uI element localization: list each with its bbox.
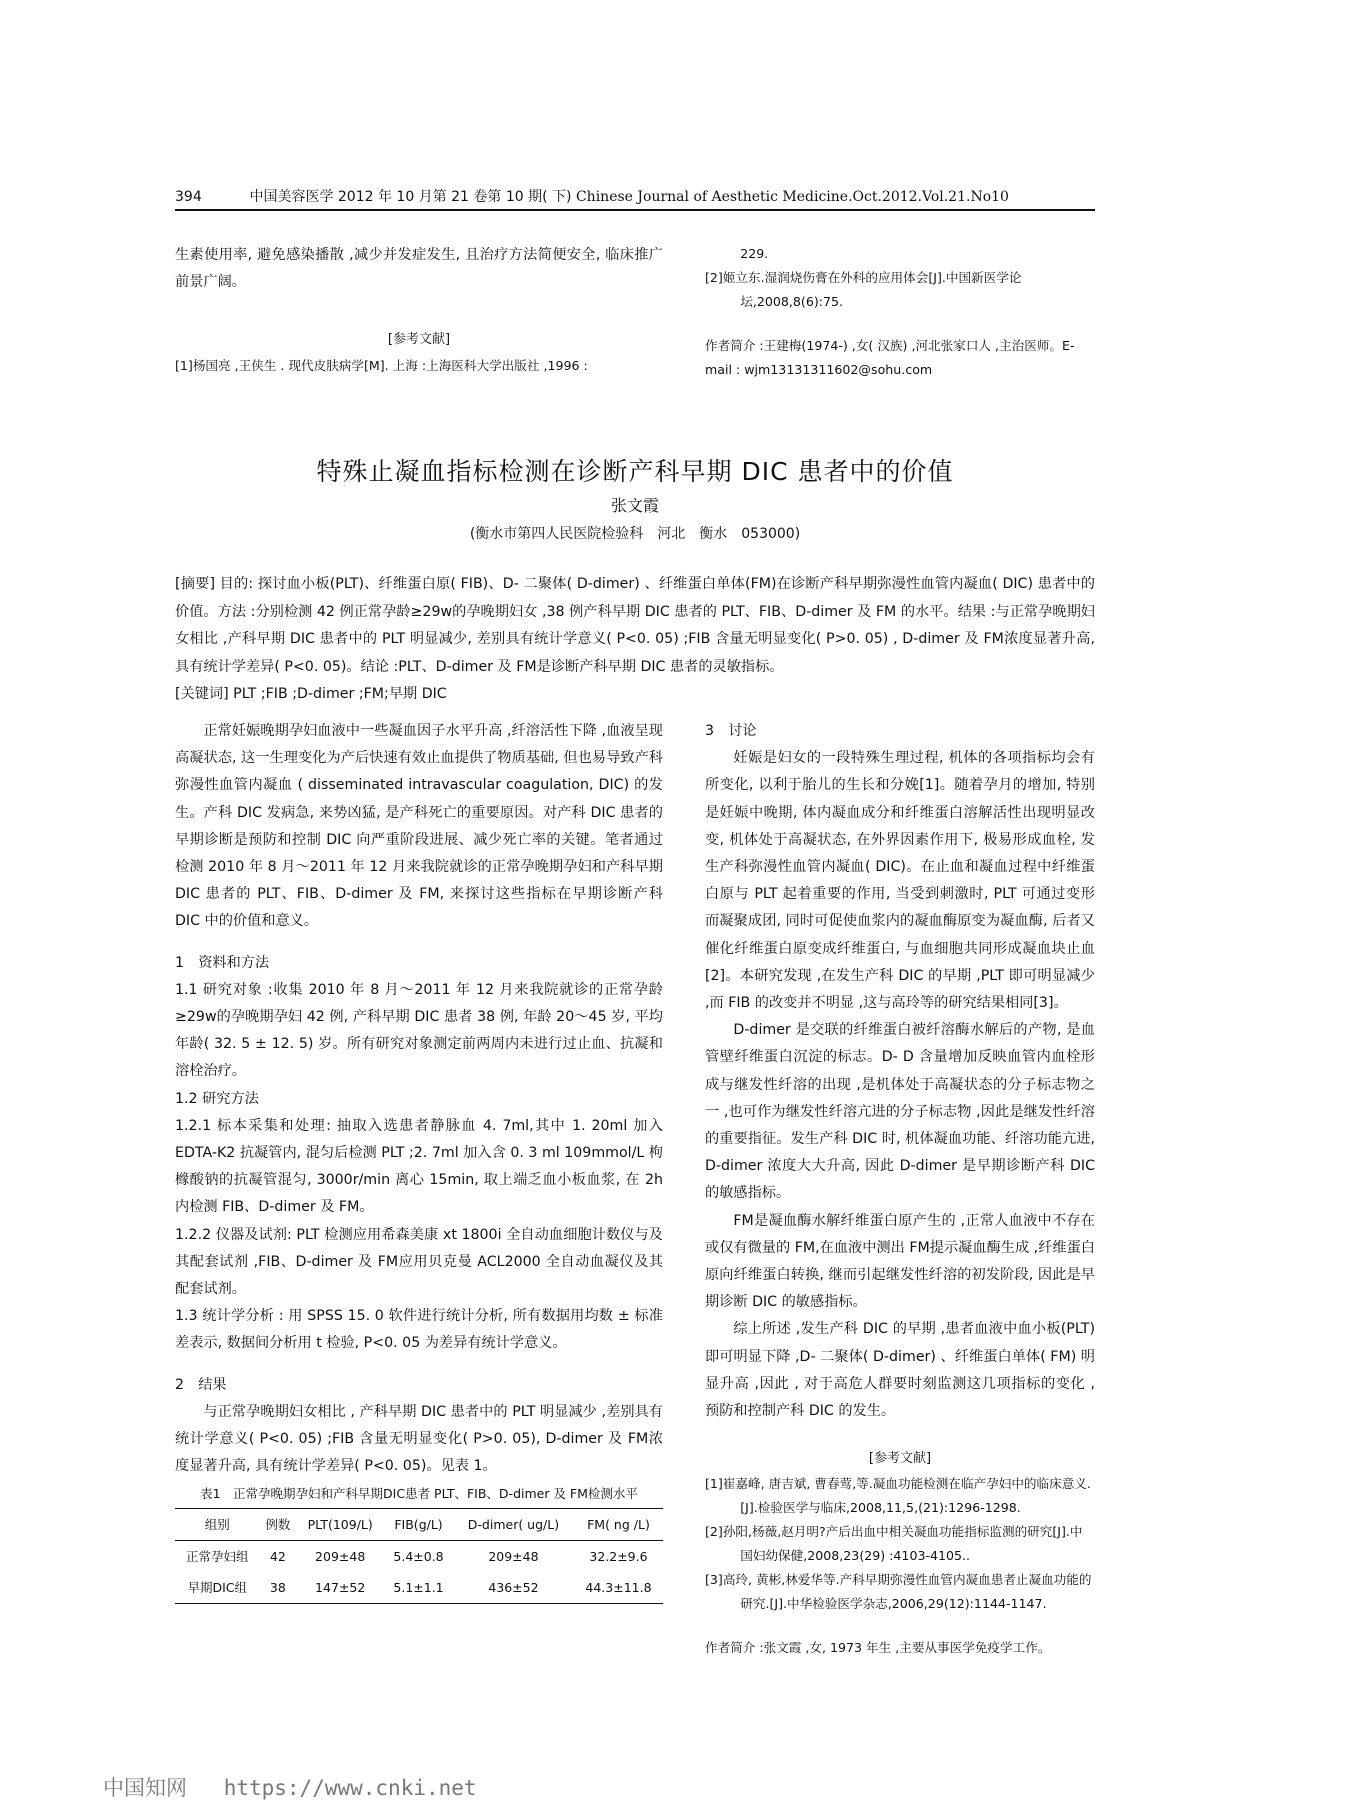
article-affiliation: (衡水市第四人民医院检验科 河北 衡水 053000) bbox=[469, 526, 801, 542]
table-header-cell: 例数 bbox=[265, 1516, 291, 1532]
table-1-caption: 表1 正常孕晚期孕妇和产科早期DIC患者 PLT、FIB、D-dimer 及 FM检测水平 bbox=[200, 1486, 638, 1502]
discussion-paragraph-4: 综上所述 ,发生产科 DIC 的早期 ,患者血液中血小板(PLT) 即可明显下降 ,D- 二聚体( D-dimer) 、纤维蛋白单体( FM) 明显升高 ,因此 , 对于高危人群要时刻监测这几项指标的变化 , 预防和控制产科 DIC 的发生。 bbox=[705, 1321, 1095, 1420]
cnki-watermark bbox=[103, 1772, 477, 1802]
table-header-cell: FIB(g/L) bbox=[394, 1516, 443, 1532]
discussion-paragraph-3: FM是凝血酶水解纤维蛋白原产生的 ,正常人血液中不存在或仅有微量的 FM,在血液中测出 FM提示凝血酶生成 ,纤维蛋白原向纤维蛋白转换, 继而引起继发性纤溶的初发阶段, 因此是早期诊断 DIC 的敏感指标。 bbox=[705, 1212, 1095, 1311]
table-cell: 5.4±0.8 bbox=[393, 1548, 444, 1564]
table-cell: 209±48 bbox=[488, 1548, 539, 1564]
table-cell: 436±52 bbox=[488, 1580, 539, 1596]
section-1-2-2: 1.2.2 仪器及试剂: PLT 检测应用希森美康 xt 1800i 全自动血细胞计数仪与及其配套试剂 ,FIB、D-dimer 及 FM应用贝克曼 ACL2000 全自动血凝仪及其配套试剂。 bbox=[175, 1226, 663, 1298]
author-note: 作者简介 :张文霞 ,女, 1973 年生 ,主要从事医学免疫学工作。 bbox=[705, 1640, 1051, 1656]
refs-heading: [参考文献] bbox=[868, 1451, 932, 1467]
table-cell: 38 bbox=[269, 1580, 286, 1596]
table-cell: 44.3±11.8 bbox=[585, 1580, 652, 1596]
prev-refs-heading: [参考文献] bbox=[387, 332, 451, 348]
journal-name-cn: 中国美容医学 2012 年 10 月第 21 卷第 10 期( 下) bbox=[249, 189, 572, 205]
table-row bbox=[175, 1572, 663, 1604]
table-header-cell: PLT(109/L) bbox=[307, 1516, 373, 1532]
table-cell: 42 bbox=[269, 1548, 286, 1564]
reference-item: [1]崔嘉峰, 唐吉斌, 曹春莺,等.凝血功能检测在临产孕妇中的临床意义.[J].检验医学与临床,2008,11,5,(21):1296-1298. bbox=[705, 1476, 1091, 1516]
abstract-text: [摘要] 目的: 探讨血小板(PLT)、纤维蛋白原( FIB)、D- 二聚体( D-dimer) 、纤维蛋白单体(FM)在诊断产科早期弥漫性血管内凝血( DIC) 患者中的价值。方法 :分别检测 42 例正常孕龄≥29w的孕晚期妇女 ,38 例产科早期 DIC 患者的 PLT、FIB、D-dimer 及 FM 的水平。结果 :与正常孕晚期妇女相比 ,产科早期 DIC 患者中的 PLT 明显减少, 差别具有统计学意义( P<0. 05) ;FIB 含量无明显变化( P>0. 05) , D-dimer 及 FM浓度显著升高, 具有统计学差异( P<0. 05)。结论 :PLT、D-dimer 及 FM是诊断产科早期 DIC 患者的灵敏指标。 bbox=[175, 576, 1095, 675]
prev-ref-1: [1]杨国亮 ,王侠生 . 现代皮肤病学[M]. 上海 :上海医科大学出版社 ,1996 : bbox=[175, 357, 588, 373]
article-title: 特殊止凝血指标检测在诊断产科早期 DIC 患者中的价值 bbox=[316, 457, 954, 486]
prev-article-text: 生素使用率, 避免感染播散 ,减少并发症发生, 且治疗方法简便安全, 临床推广前景广阔。 bbox=[175, 247, 663, 291]
discussion-paragraph-1: 妊娠是妇女的一段特殊生理过程, 机体的各项指标均会有所变化, 以利于胎儿的生长和分娩[1]。随着孕月的增加, 特别是妊娠中晚期, 体内凝血成分和纤维蛋白溶解活性出现明显改变, 机体处于高凝状态, 在外界因素作用下, 极易形成血栓, 发生产科弥漫性血管内凝血( DIC)。在止血和凝血过程中纤维蛋白原与 PLT 起着重要的作用, 当受到刺激时, PLT 可通过变形而凝聚成团, 同时可促使血浆内的凝血酶原变为凝血酶, 后者又催化纤维蛋白原变成纤维蛋白, 与血细胞共同形成凝血块止血[2]。本研究发现 ,在发生产科 DIC 的早期 ,PLT 即可明显减少 ,而 FIB 的改变并不明显 ,这与高玲等的研究结果相同[3]。 bbox=[705, 750, 1095, 1012]
section-2-text: 与正常孕晚期妇女相比 , 产科早期 DIC 患者中的 PLT 明显减少 ,差别具有统计学意义( P<0. 05) ;FIB 含量无明显变化( P>0. 05), D-dimer 及 FM浓度显著升高, 具有统计学差异( P<0. 05)。见表 1。 bbox=[175, 1403, 663, 1475]
prev-article-right bbox=[705, 242, 1095, 382]
intro-paragraph: 正常妊娠晚期孕妇血液中一些凝血因子水平升高 ,纤溶活性下降 ,血液呈现高凝状态, 这一生理变化为产后快速有效止血提供了物质基础, 但也易导致产科弥漫性血管内凝血 ( disseminated intravascular coagulation, DIC) 的发生。产科 DIC 发病急, 来势凶猛, 是产科死亡的重要原因。对产科 DIC 患者的早期诊断是预防和控制 DIC 向严重阶段进展、减少死亡率的关键。笔者通过检测 2010 年 8 月～2011 年 12 月来我院就诊的正常孕晚期孕妇和产科早期 DIC 患者的 PLT、FIB、D-dimer 及 FM, 来探讨这些指标在早期诊断产科 DIC 中的价值和意义。 bbox=[175, 723, 663, 930]
prev-ref-2: [2]姬立东.湿润烧伤膏在外科的应用体会[J].中国新医学论坛,2008,8(6):75. bbox=[705, 270, 1022, 309]
table-cell: 32.2±9.6 bbox=[589, 1548, 648, 1564]
section-1-1: 1.1 研究对象 :收集 2010 年 8 月～2011 年 12 月来我院就诊的正常孕龄≥29w的孕晚期孕妇 42 例, 产科早期 DIC 患者 38 例, 年龄 20～45 岁, 平均年龄( 32. 5 ± 12. 5) 岁。所有研究对象测定前两周内未进行过止血、抗凝和溶栓治疗。 bbox=[175, 981, 663, 1080]
journal-name-en: Chinese Journal of Aesthetic Medicine.Oct.2012.Vol.21.No10 bbox=[575, 189, 1009, 205]
table-header-cell: D-dimer( ug/L) bbox=[467, 1516, 560, 1532]
table-cell: 正常孕妇组 bbox=[185, 1548, 249, 1564]
table-row bbox=[175, 1540, 663, 1572]
article-author: 张文霞 bbox=[610, 496, 659, 515]
cnki-url[interactable]: https://www.cnki.net bbox=[223, 1776, 477, 1800]
section-3-heading: 3 讨论 bbox=[705, 723, 757, 739]
table-header-cell: 组别 bbox=[204, 1516, 230, 1532]
table-1 bbox=[175, 1508, 663, 1605]
page-number: 394 bbox=[175, 189, 202, 205]
section-1-2-1: 1.2.1 标本采集和处理: 抽取入选患者静脉血 4. 7ml,其中 1. 20ml 加入 EDTA-K2 抗凝管内, 混匀后检测 PLT ;2. 7ml 加入含 0. 3 ml 109mmol/L 枸橼酸钠的抗凝管混匀, 3000r/min 离心 15min, 取上端乏血小板血浆, 在 2h 内检测 FIB、D-dimer 及 FM。 bbox=[175, 1117, 663, 1216]
prev-ref-1-cont: 229. bbox=[740, 246, 769, 261]
discussion-paragraph-2: D-dimer 是交联的纤维蛋白被纤溶酶水解后的产物, 是血管壁纤维蛋白沉淀的标志。D- D 含量增加反映血管内血栓形成与继发性纤溶的出现 ,是机体处于高凝状态的分子标志物之一 ,也可作为继发性纤溶亢进的分子标志物 ,因此是继发性纤溶的重要指征。发生产科 DIC 时, 机体凝血功能、纤溶功能亢进, D-dimer 浓度大大升高, 因此 D-dimer 是早期诊断产科 DIC 的敏感指标。 bbox=[705, 1022, 1095, 1202]
table-header-cell: FM( ng /L) bbox=[587, 1516, 650, 1532]
section-2-heading: 2 结果 bbox=[175, 1376, 227, 1393]
table-cell: 5.1±1.1 bbox=[393, 1580, 444, 1596]
prev-author-note: 作者简介 :王建梅(1974-) ,女( 汉族) ,河北张家口人 ,主治医师。E-mail : wjm13131311602@sohu.com bbox=[705, 338, 1075, 377]
header-rule bbox=[175, 209, 1095, 211]
table-header-row bbox=[175, 1508, 663, 1540]
reference-item: [2]孙阳,杨薇,赵月明?产后出血中相关凝血功能指标监测的研究[J].中国妇幼保健,2008,23(29) :4103-4105.. bbox=[705, 1524, 1083, 1564]
table-cell: 147±52 bbox=[315, 1580, 366, 1596]
abstract-block bbox=[175, 571, 1095, 709]
section-1-heading: 1 资料和方法 bbox=[175, 954, 270, 971]
cnki-logo-text: 中国知网 bbox=[103, 1776, 187, 1800]
keywords-text: [关键词] PLT ;FIB ;D-dimer ;FM;早期 DIC bbox=[175, 686, 447, 702]
section-1-3: 1.3 统计学分析 : 用 SPSS 15. 0 软件进行统计分析, 所有数据用均数 ± 标准差表示, 数据间分析用 t 检验, P<0. 05 为差异有统计学意义。 bbox=[175, 1308, 663, 1352]
running-header bbox=[175, 186, 1095, 206]
body-left-column bbox=[175, 718, 663, 1604]
table-cell: 209±48 bbox=[315, 1548, 366, 1564]
reference-item: [3]高玲, 黄彬,林爱华等.产科早期弥漫性血管内凝血患者止凝血功能的研究.[J].中华检验医学杂志,2006,29(12):1144-1147. bbox=[705, 1572, 1092, 1612]
table-cell: 早期DIC组 bbox=[187, 1580, 247, 1596]
section-1-2-heading: 1.2 研究方法 bbox=[175, 1090, 259, 1107]
prev-article-left bbox=[175, 242, 663, 378]
body-right-column bbox=[705, 718, 1095, 1660]
